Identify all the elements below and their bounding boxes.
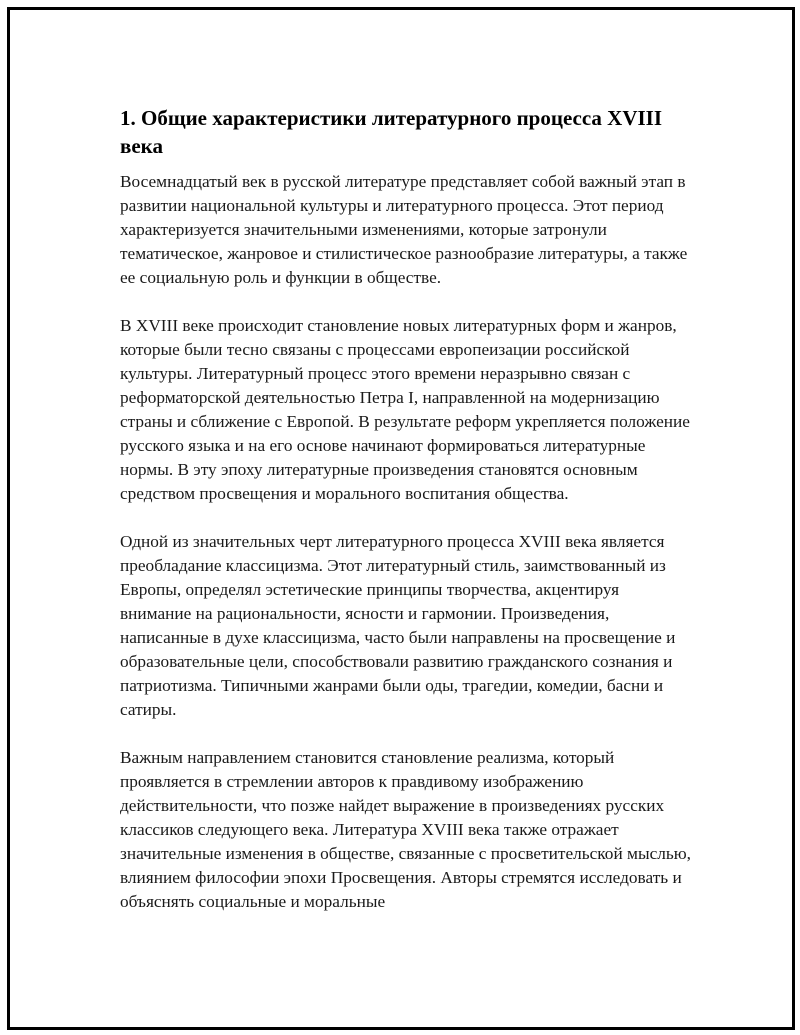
paragraph-2: В XVIII веке происходит становление новых литературных форм и жанров, которые были тесно связаны с процессами европеизации российской культуры. Литературный процесс этого времени неразрывно связан с реформаторской деятельностью Петра I, направленной на модернизацию страны и сближение с Европой. В результате реформ укрепляется положение русского языка и на его основе начинают формироваться литературные нормы. В эту эпоху литературные произведения становятся основным средством просвещения и морального воспитания общества. [120, 316, 690, 503]
paragraph-1: Восемнадцатый век в русской литературе представляет собой важный этап в развитии национальной культуры и литературного процесса. Этот период характеризуется значительными изменениями, которые затронули тематическое, жанровое и стилистическое разнообразие литературы, а также ее социальную роль и функции в обществе. [120, 172, 688, 287]
paragraph-4: Важным направлением становится становление реализма, который проявляется в стремлении авторов к правдивому изображению действительности, что позже найдет выражение в произведениях русских классиков следующего века. Литература XVIII века также отражает значительные изменения в обществе, связанные с просветительской мыслью, влиянием философии эпохи Просвещения. Авторы стремятся исследовать и объяснять социальные и моральные [120, 748, 691, 911]
section-heading: 1. Общие характеристики литературного процесса XVIII века [120, 106, 663, 158]
paragraph-3: Одной из значительных черт литературного процесса XVIII века является преобладание классицизма. Этот литературный стиль, заимствованный из Европы, определял эстетические принципы творчества, акцентируя внимание на рациональности, ясности и гармонии. Произведения, написанные в духе классицизма, часто были направлены на просвещение и образовательные цели, способствовали развитию гражданского сознания и патриотизма. Типичными жанрами были оды, трагедии, комедии, басни и сатиры. [120, 532, 676, 719]
document-content [120, 104, 692, 938]
page-frame [7, 7, 795, 1030]
